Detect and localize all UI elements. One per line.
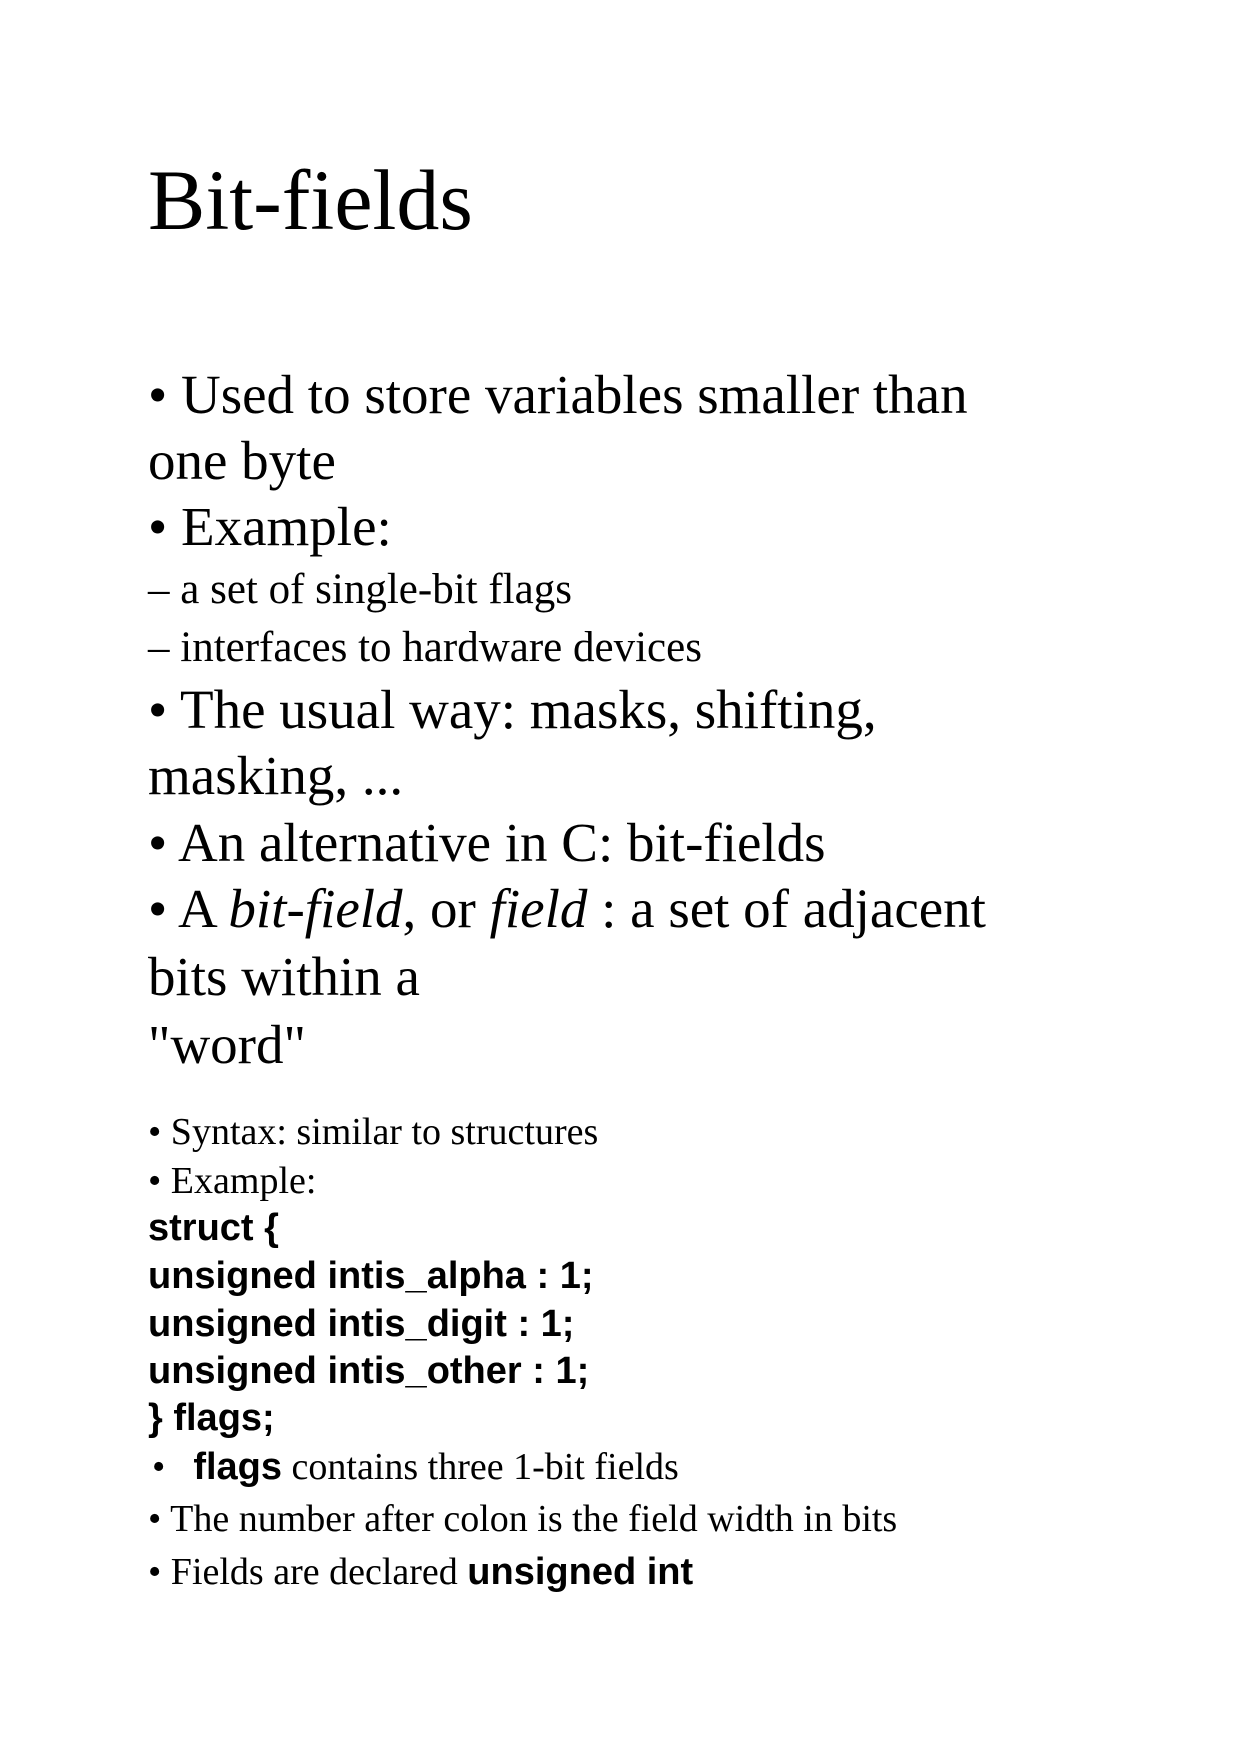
bullet-usual-way-line2: masking, ... — [148, 745, 404, 806]
note-flags-text: contains three 1-bit fields — [282, 1446, 679, 1488]
bullet-bit-field-definition-line3: "word" — [148, 1014, 306, 1075]
note-bullet: • — [152, 1446, 166, 1488]
sub-bullet-hardware-devices: – interfaces to hardware devices — [148, 624, 702, 671]
bullet-used-to-store-line2: one byte — [148, 430, 336, 491]
unsigned-int-keyword: unsigned int — [467, 1551, 694, 1593]
note-fields-declared — [148, 1549, 693, 1595]
bullet-usual-way-line1: • The usual way: masks, shifting, — [148, 679, 877, 740]
note-fields-declared-text: • Fields are declared — [148, 1551, 468, 1593]
bullet-syntax: • Syntax: similar to structures — [148, 1111, 599, 1153]
code-line-struct-close: } flags; — [148, 1397, 275, 1439]
bullet-example-2: • Example: — [148, 1160, 317, 1202]
field-term: field — [489, 878, 588, 939]
code-line-is-alpha: unsigned intis_alpha : 1; — [148, 1255, 594, 1297]
page-title: Bit-fields — [148, 152, 473, 248]
bit-field-def-suffix: : a set of adjacent — [587, 878, 986, 939]
note-field-width: • The number after colon is the field width in bits — [148, 1498, 898, 1540]
code-line-is-other: unsigned intis_other : 1; — [148, 1350, 590, 1392]
note-flags-three-fields — [152, 1444, 679, 1490]
bit-field-term: bit-field — [228, 878, 403, 939]
code-line-struct-open: struct { — [148, 1207, 279, 1249]
flags-keyword: flags — [193, 1446, 283, 1488]
bullet-bit-field-definition-line2: bits within a — [148, 946, 420, 1007]
bullet-alternative-in-c: • An alternative in C: bit-fields — [148, 812, 826, 873]
bullet-example: • Example: — [148, 496, 392, 557]
code-line-is-digit: unsigned intis_digit : 1; — [148, 1303, 575, 1345]
bit-field-def-mid: , or — [402, 878, 490, 939]
bit-field-def-prefix: • A — [148, 878, 229, 939]
bullet-bit-field-definition-line1 — [148, 876, 986, 942]
sub-bullet-single-bit-flags: – a set of single-bit flags — [148, 566, 572, 613]
bullet-used-to-store-line1: • Used to store variables smaller than — [148, 364, 968, 425]
